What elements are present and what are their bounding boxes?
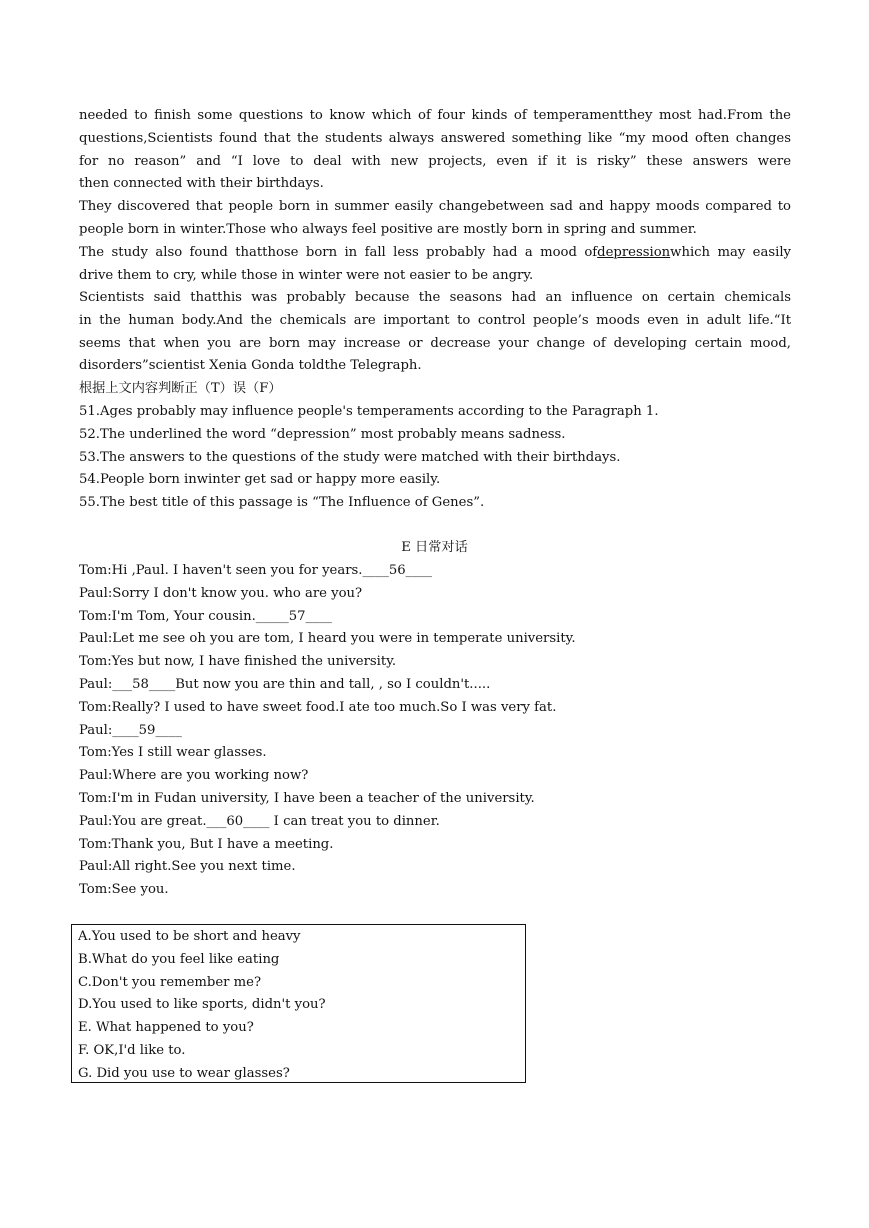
dialogue-line: Paul:You are great.___60____ I can treat you to dinner. (79, 813, 440, 829)
dialogue-line: Tom:Really? I used to have sweet food.I ate too much.So I was very fat. (79, 699, 557, 715)
passage-line: needed to finish some questions to know which of four kinds of temperamentthey most had.From the (79, 108, 791, 123)
passage-line (79, 242, 791, 265)
underlined-word: depression (597, 245, 671, 260)
passage-paragraph-3 (79, 242, 791, 288)
dialogue-line: Tom:Hi ,Paul. I haven't seen you for years.____56____ (79, 563, 432, 578)
section-title: E 日常对话 (401, 540, 468, 555)
true-false-heading: 根据上文内容判断正（T）误（F） (79, 381, 282, 396)
option-item: B.What do you feel like eating (78, 951, 280, 967)
option-item: D.You used to like sports, didn't you? (78, 997, 326, 1013)
dialogue-line: Paul:___58____But now you are thin and tall, , so I couldn't..... (79, 676, 491, 692)
dialogue-line: Tom:Yes I still wear glasses. (79, 745, 267, 761)
dialogue-line: Tom:Thank you, But I have a meeting. (79, 836, 334, 852)
dialogue-line: Paul:Where are you working now? (79, 768, 309, 784)
passage-line: seems that when you are born may increase or decrease your change of developing certain mood, (79, 335, 791, 351)
dialogue-line: Paul:Sorry I don't know you. who are you? (79, 585, 363, 601)
passage-line: Scientists said thatthis was probably because the seasons had an influence on certain chemicals (79, 290, 791, 305)
passage-line: drive them to cry, while those in winter were not easier to be angry. (79, 267, 534, 283)
passage-text: which may easily (670, 245, 791, 260)
passage-line: in the human body.And the chemicals are important to control people’s moods even in adult life.“It (79, 312, 791, 328)
question-item: 54.People born inwinter get sad or happy more easily. (79, 472, 441, 488)
option-item: F. OK,I'd like to. (78, 1042, 186, 1058)
question-item: 55.The best title of this passage is “The Influence of Genes”. (79, 495, 485, 511)
options-box (71, 924, 526, 1083)
option-item: A.You used to be short and heavy (78, 929, 301, 944)
passage-line: questions,Scientists found that the students always answered something like “my mood often changes (79, 130, 791, 146)
passage-text: The study also found thatthose born in fall less probably had a mood of (79, 245, 598, 260)
dialogue-line: Paul:____59____ (79, 722, 182, 738)
dialogue-line: Paul:Let me see oh you are tom, I heard you were in temperate university. (79, 631, 576, 647)
passage-line: disorders”scientist Xenia Gonda toldthe Telegraph. (79, 358, 422, 374)
option-item: C.Don't you remember me? (78, 974, 262, 990)
question-item: 53.The answers to the questions of the study were matched with their birthdays. (79, 449, 621, 465)
dialogue-line: Tom:I'm Tom, Your cousin._____57____ (79, 608, 332, 624)
passage-line: people born in winter.Those who always feel positive are mostly born in spring and summer. (79, 221, 697, 237)
dialogue-line: Tom:See you. (79, 882, 169, 898)
question-list (79, 401, 659, 515)
dialogue-line: Tom:Yes but now, I have finished the university. (79, 654, 397, 670)
dialogue-line: Paul:All right.See you next time. (79, 859, 296, 875)
dialogue (79, 560, 576, 902)
passage-line: then connected with their birthdays. (79, 176, 324, 192)
dialogue-line: Tom:I'm in Fudan university, I have been a teacher of the university. (79, 790, 535, 806)
question-item: 51.Ages probably may influence people's temperaments according to the Paragraph 1. (79, 404, 659, 419)
option-item: G. Did you use to wear glasses? (78, 1065, 290, 1081)
passage-paragraph-4 (79, 287, 791, 378)
question-item: 52.The underlined the word “depression” most probably means sadness. (79, 426, 566, 442)
option-item: E. What happened to you? (78, 1020, 254, 1036)
passage-line: for no reason” and “I love to deal with new projects, even if it is risky” these answers were (79, 153, 791, 169)
passage-paragraph-1 (79, 105, 791, 196)
passage-paragraph-2 (79, 196, 791, 242)
passage-line: They discovered that people born in summer easily changebetween sad and happy moods compared to (79, 199, 791, 214)
